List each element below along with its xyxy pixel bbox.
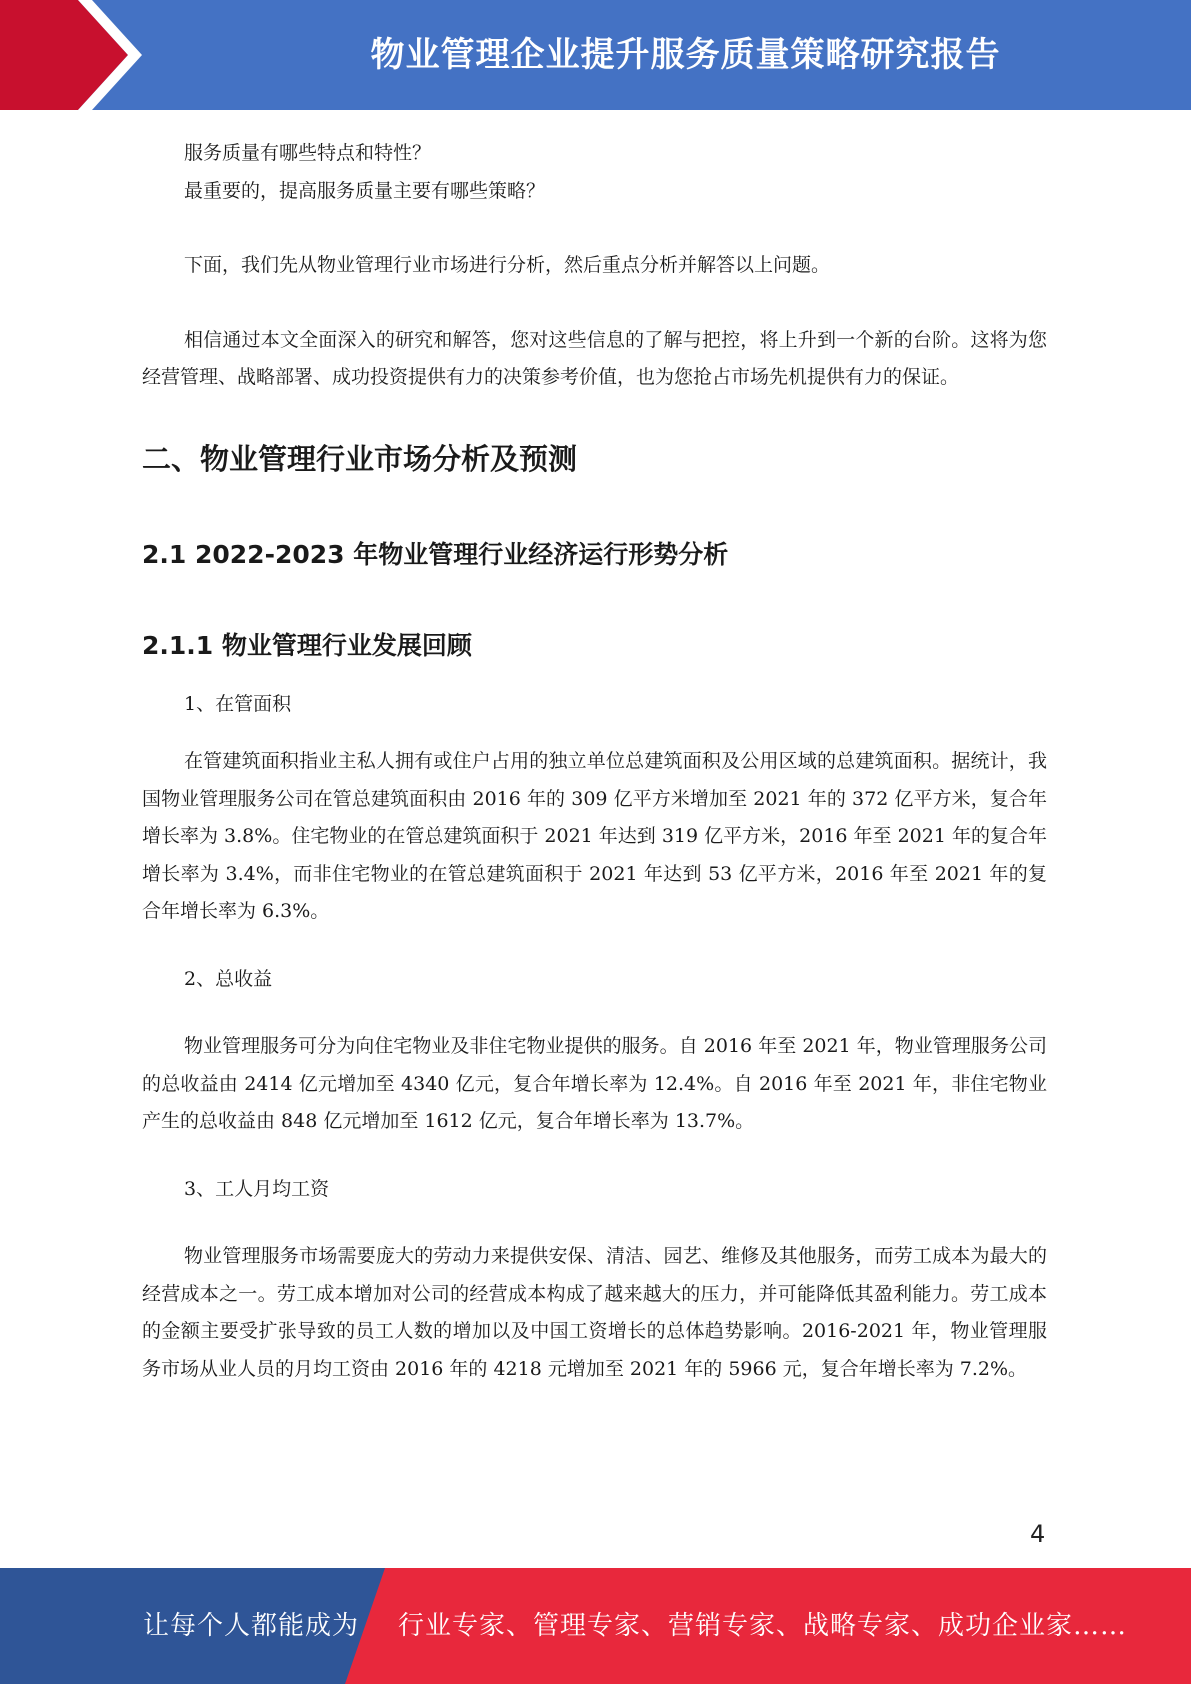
item-1-label: 1、在管面积: [184, 692, 292, 715]
item-1-paragraph: 在管建筑面积指业主私人拥有或住户占用的独立单位总建筑面积及公用区域的总建筑面积。据统计，我国物业管理服务公司在管总建筑面积由 2016 年的 309 亿平方米增加至 2021 年的 372 亿平方米，复合年增长率为 3.8%。住宅物业的在管总建筑面积于 2021 年达到 319 亿平方米，2016 年至 2021 年的复合年增长率为 3.4%，而非住宅物业的在管总建筑面积于 2021 年达到 53 亿平方米，2016 年至 2021 年的复合年增长率为 6.3%。: [142, 750, 1047, 922]
value-paragraph: 相信通过本文全面深入的研究和解答，您对这些信息的了解与把控，将上升到一个新的台阶。这将为您经营管理、战略部署、成功投资提供有力的决策参考价值，也为您抢占市场先机提供有力的保证。: [142, 328, 1047, 388]
page-header: [0, 0, 1191, 110]
subsection-heading-2-1-1: 2.1.1 物业管理行业发展回顾: [142, 630, 472, 660]
item-2-paragraph: 物业管理服务可分为向住宅物业及非住宅物业提供的服务。自 2016 年至 2021 年，物业管理服务公司的总收益由 2414 亿元增加至 4340 亿元，复合年增长率为 12.4%。自 2016 年至 2021 年，非住宅物业产生的总收益由 848 亿元增加至 1612 亿元，复合年增长率为 13.7%。: [142, 1035, 1047, 1132]
item-3-paragraph: 物业管理服务市场需要庞大的劳动力来提供安保、清洁、园艺、维修及其他服务，而劳工成本为最大的经营成本之一。劳工成本增加对公司的经营成本构成了越来越大的压力，并可能降低其盈利能力。劳工成本的金额主要受扩张导致的员工人数的增加以及中国工资增长的总体趋势影响。2016-2021 年，物业管理服务市场从业人员的月均工资由 2016 年的 4218 元增加至 2021 年的 5966 元，复合年增长率为 7.2%。: [142, 1245, 1047, 1380]
page-footer: [0, 1568, 1191, 1684]
document-body: [142, 135, 1047, 1388]
question-1: 服务质量有哪些特点和特性？: [184, 142, 432, 164]
intro-paragraph: 下面，我们先从物业管理行业市场进行分析，然后重点分析并解答以上问题。: [184, 254, 831, 276]
subsection-heading-2-1: 2.1 2022-2023 年物业管理行业经济运行形势分析: [142, 539, 729, 569]
question-2: 最重要的，提高服务质量主要有哪些策略？: [184, 179, 546, 202]
footer-slogan-right: 行业专家、管理专家、营销专家、战略专家、成功企业家……: [398, 1611, 1128, 1641]
section-heading: 二、物业管理行业市场分析及预测: [142, 441, 578, 476]
item-2-label: 2、总收益: [184, 967, 273, 990]
header-arrow-decoration: [0, 0, 170, 110]
page-number: 4: [1030, 1520, 1046, 1548]
report-title: 物业管理企业提升服务质量策略研究报告: [370, 35, 1001, 75]
item-3-label: 3、工人月均工资: [184, 1177, 330, 1200]
footer-slogan-left: 让每个人都能成为: [143, 1611, 360, 1641]
